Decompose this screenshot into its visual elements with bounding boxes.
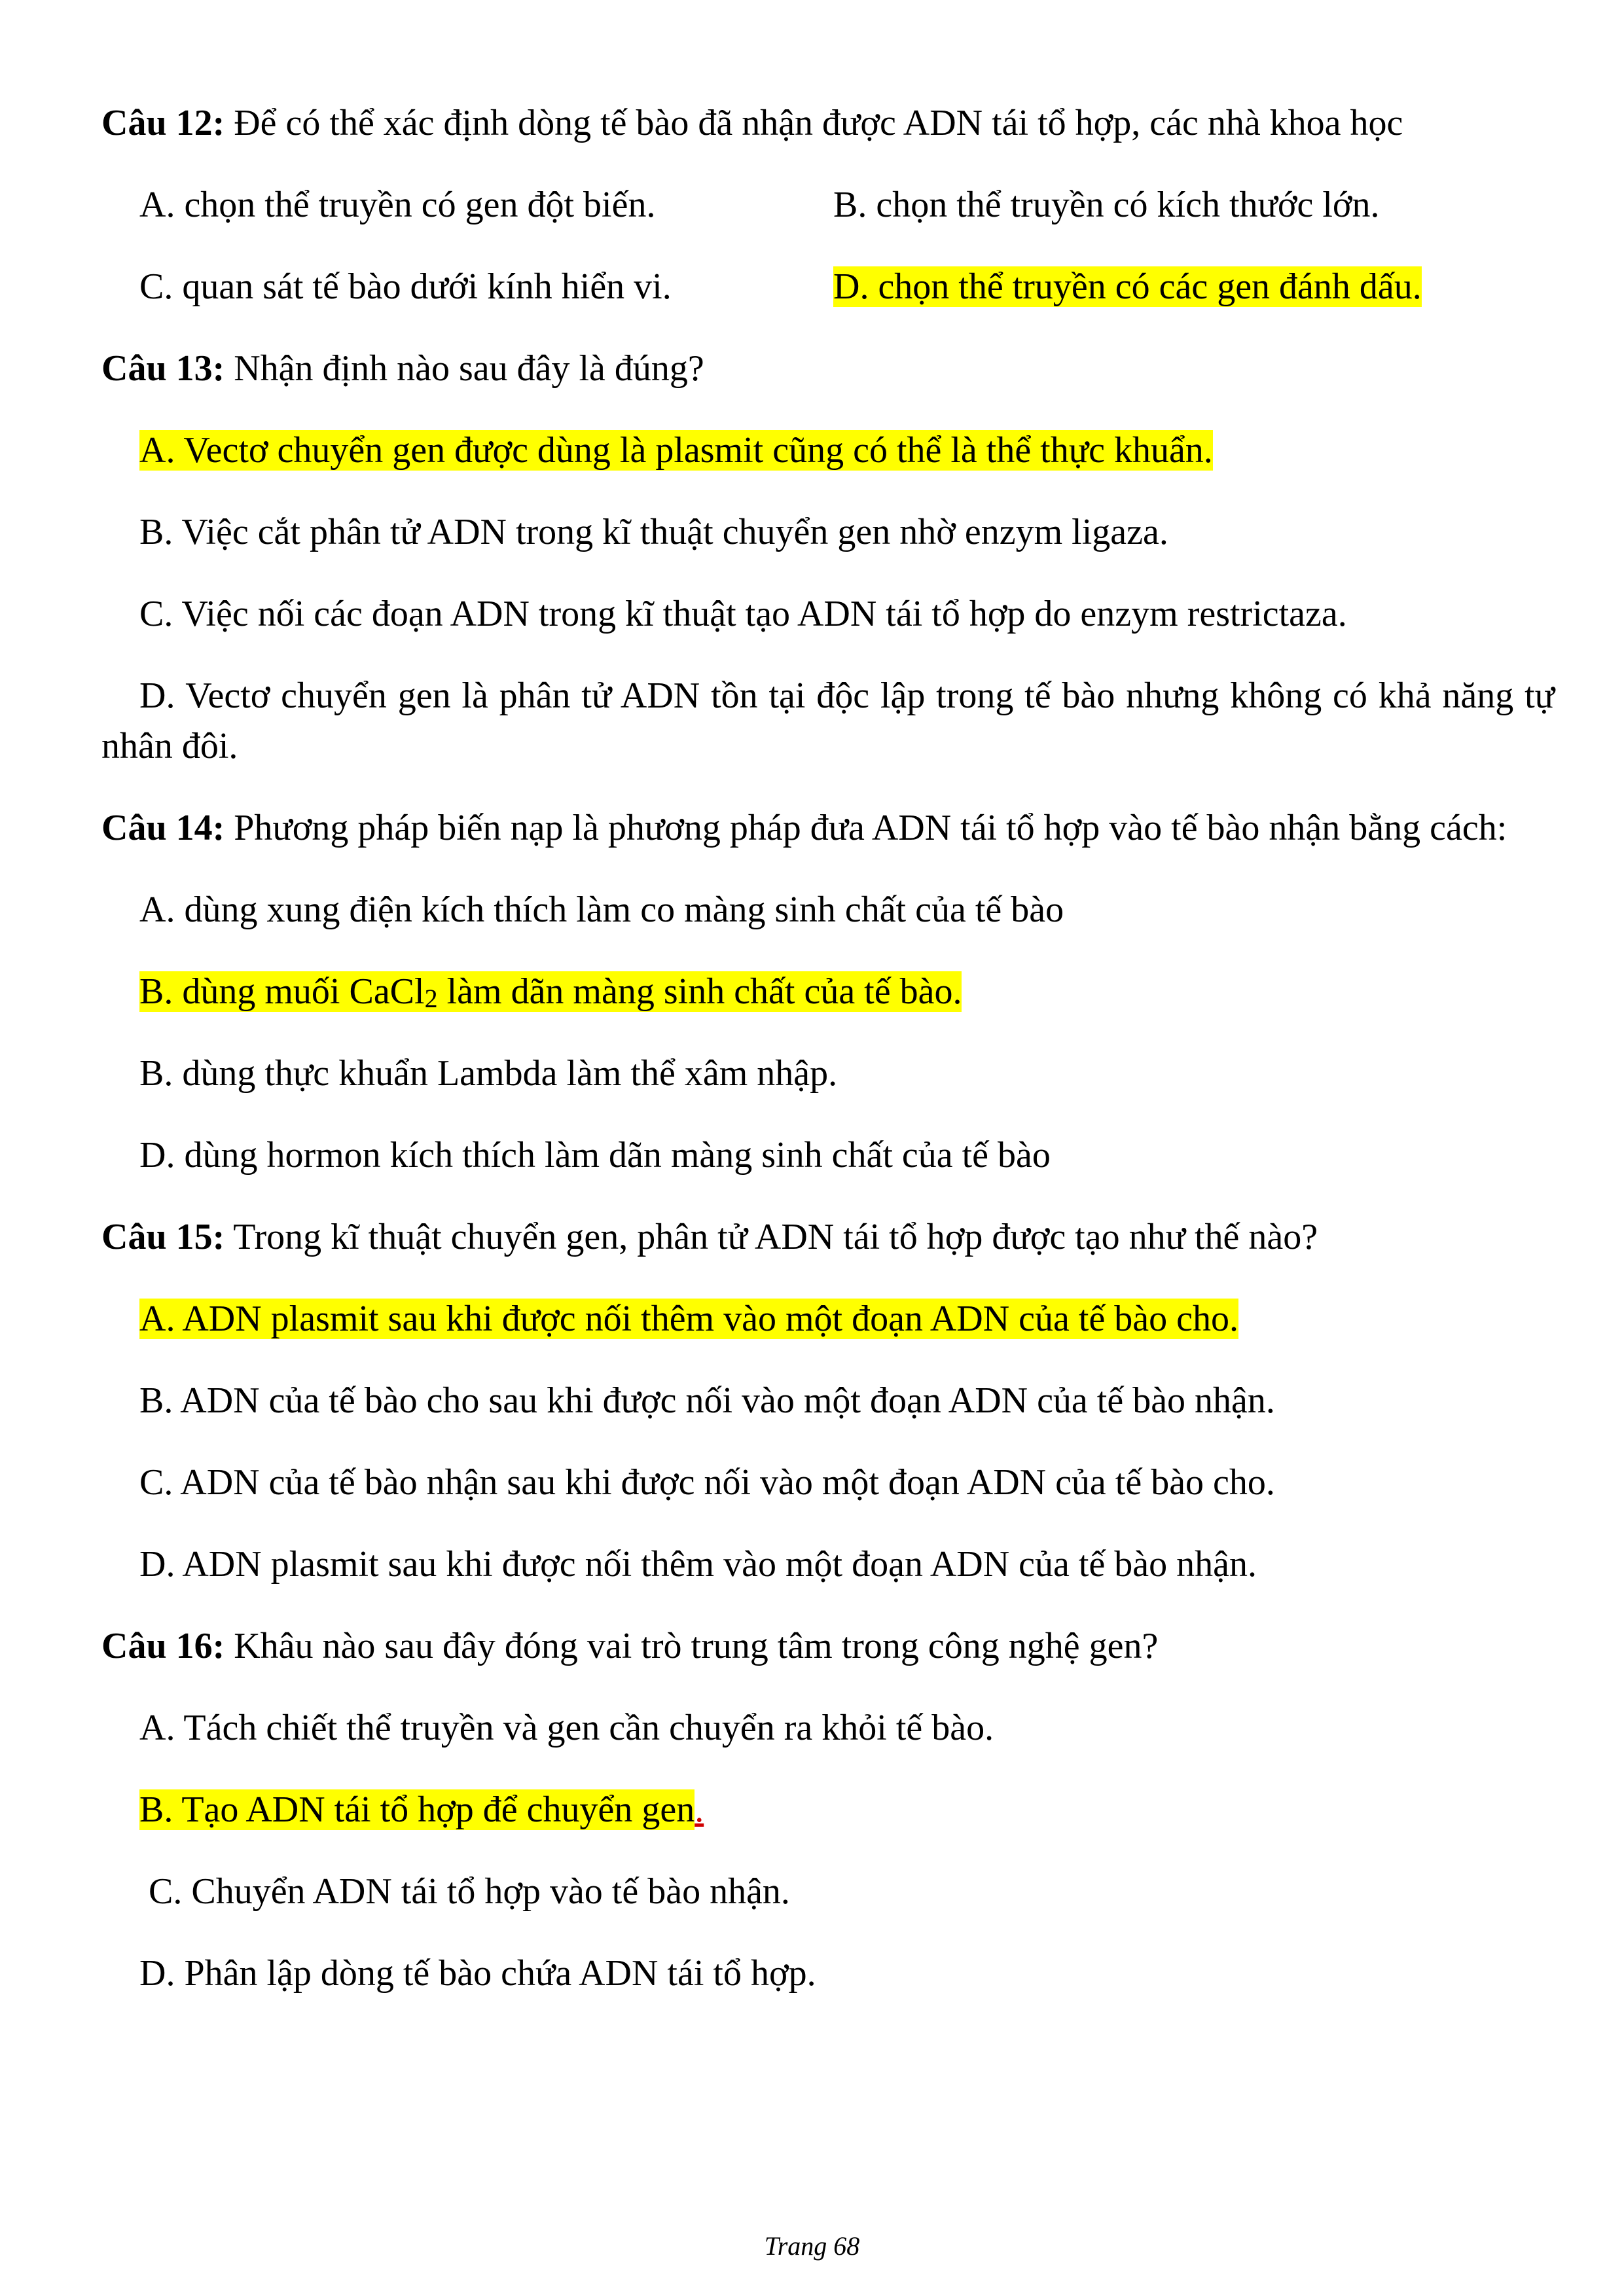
question-15-option-c: C. ADN của tế bào nhận sau khi được nối vào một đoạn ADN của tế bào cho. bbox=[139, 1462, 1275, 1503]
question-12-option-a: A. chọn thể truyền có gen đột biến. bbox=[139, 185, 656, 225]
question-16-option-b-row bbox=[101, 1785, 1555, 1835]
question-13-option-d: D. Vectơ chuyển gen là phân tử ADN tồn tại độc lập trong tế bào nhưng không có khả năng tự nhân đôi. bbox=[101, 675, 1555, 766]
question-16-text: Khâu nào sau đây đóng vai trò trung tâm trong công nghệ gen? bbox=[225, 1626, 1159, 1666]
question-15-option-d: D. ADN plasmit sau khi được nối thêm vào một đoạn ADN của tế bào nhận. bbox=[139, 1544, 1257, 1585]
question-13-text: Nhận định nào sau đây là đúng? bbox=[225, 348, 704, 389]
question-14-option-c: B. dùng thực khuẩn Lambda làm thể xâm nhập. bbox=[139, 1053, 838, 1094]
question-14-label: Câu 14: bbox=[101, 808, 225, 848]
page-number: Trang 68 bbox=[764, 2231, 860, 2261]
question-13-option-a-answer: A. Vectơ chuyển gen được dùng là plasmit cũng có thể là thể thực khuẩn. bbox=[139, 430, 1213, 471]
question-16-option-c: C. Chuyển ADN tái tổ hợp vào tế bào nhận. bbox=[149, 1871, 790, 1912]
question-15-option-b: B. ADN của tế bào cho sau khi được nối vào một đoạn ADN của tế bào nhận. bbox=[139, 1380, 1275, 1421]
question-14-text: Phương pháp biến nạp là phương pháp đưa ADN tái tổ hợp vào tế bào nhận bằng cách: bbox=[225, 808, 1507, 848]
question-12-option-b: B. chọn thể truyền có kích thước lớn. bbox=[833, 185, 1380, 225]
question-12-label: Câu 12: bbox=[101, 103, 225, 143]
question-13-option-b: B. Việc cắt phân tử ADN trong kĩ thuật chuyển gen nhờ enzym ligaza. bbox=[139, 512, 1168, 552]
question-12-options-row-2 bbox=[101, 262, 1555, 312]
question-12 bbox=[101, 98, 1555, 149]
question-15-label: Câu 15: bbox=[101, 1217, 225, 1257]
question-13-option-a-row bbox=[101, 425, 1555, 476]
question-16-option-d: D. Phân lập dòng tế bào chứa ADN tái tổ hợp. bbox=[139, 1953, 816, 1994]
question-14-option-a: A. dùng xung điện kích thích làm co màng sinh chất của tế bào bbox=[139, 889, 1064, 930]
question-14-option-b-answer bbox=[139, 971, 962, 1012]
question-12-option-c: C. quan sát tế bào dưới kính hiển vi. bbox=[139, 266, 672, 307]
question-15 bbox=[101, 1212, 1555, 1263]
question-16-option-b-period: . bbox=[695, 1789, 704, 1830]
question-15-option-a-row bbox=[101, 1294, 1555, 1344]
question-12-options-row-1 bbox=[101, 180, 1555, 230]
question-16-option-a: A. Tách chiết thể truyền và gen cần chuyển ra khỏi tế bào. bbox=[139, 1708, 994, 1748]
question-16 bbox=[101, 1621, 1555, 1672]
question-14-option-b-text: B. dùng muối CaCl bbox=[139, 971, 425, 1012]
question-13 bbox=[101, 344, 1555, 394]
question-13-option-c: C. Việc nối các đoạn ADN trong kĩ thuật tạo ADN tái tổ hợp do enzym restrictaza. bbox=[139, 594, 1347, 634]
question-15-text: Trong kĩ thuật chuyển gen, phân tử ADN tái tổ hợp được tạo như thế nào? bbox=[225, 1217, 1318, 1257]
question-16-label: Câu 16: bbox=[101, 1626, 225, 1666]
question-14 bbox=[101, 803, 1555, 853]
quiz-content bbox=[101, 98, 1555, 2030]
question-14-option-b-row bbox=[101, 967, 1555, 1017]
question-14-option-b-text-end: làm dãn màng sinh chất của tế bào. bbox=[437, 971, 962, 1012]
question-16-option-b-answer: B. Tạo ADN tái tổ hợp để chuyển gen bbox=[139, 1789, 695, 1830]
question-14-option-d: D. dùng hormon kích thích làm dãn màng sinh chất của tế bào bbox=[139, 1135, 1051, 1175]
question-15-option-a-answer: A. ADN plasmit sau khi được nối thêm vào một đoạn ADN của tế bào cho. bbox=[139, 1299, 1239, 1339]
question-13-label: Câu 13: bbox=[101, 348, 225, 389]
question-12-text: Để có thể xác định dòng tế bào đã nhận được ADN tái tổ hợp, các nhà khoa học bbox=[225, 103, 1403, 143]
question-14-option-b-subscript: 2 bbox=[424, 984, 438, 1013]
question-12-option-d-answer: D. chọn thể truyền có các gen đánh dấu. bbox=[833, 266, 1422, 307]
